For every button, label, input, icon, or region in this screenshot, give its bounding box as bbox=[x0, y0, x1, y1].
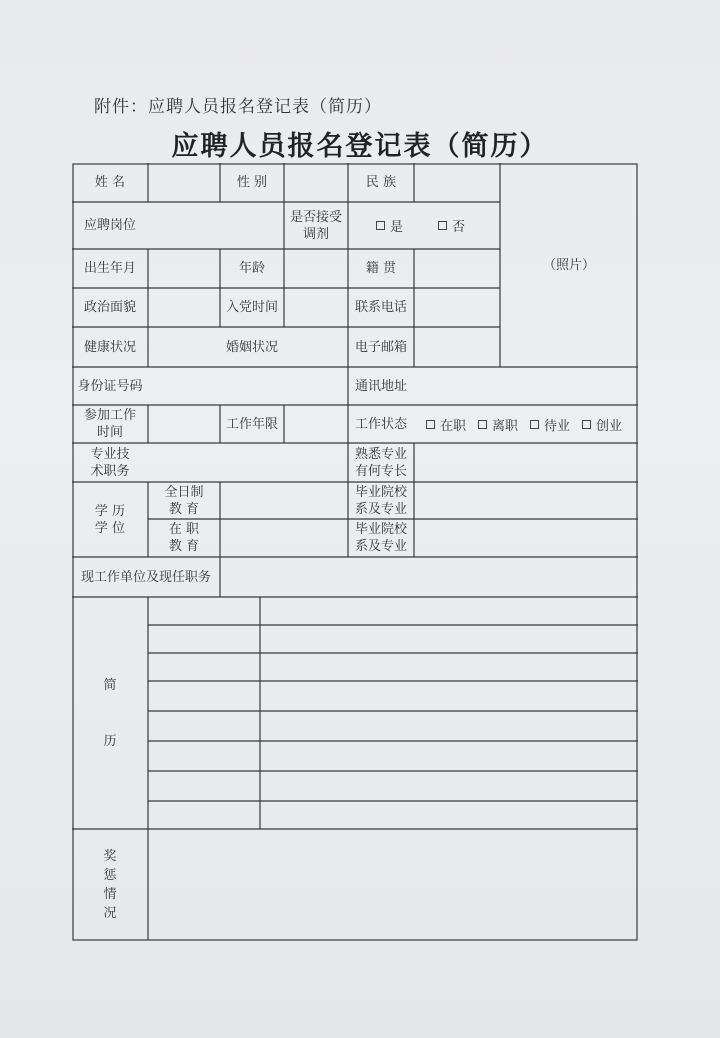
label-phone: 联系电话 bbox=[354, 300, 407, 315]
label-specialty: 熟悉专业 有何专长 bbox=[354, 446, 407, 479]
label-work-start: 参加工作 时间 bbox=[83, 408, 136, 440]
label-email: 电子邮箱 bbox=[354, 339, 407, 355]
label-fulltime: 全日制 教 育 bbox=[164, 484, 204, 517]
label-accept-transfer: 是否接受 调剂 bbox=[289, 209, 342, 242]
option-no[interactable] bbox=[438, 202, 465, 249]
option-waiting[interactable] bbox=[530, 405, 570, 443]
label-education: 学 历 学 位 bbox=[94, 503, 126, 536]
label-marital: 婚姻状况 bbox=[225, 339, 278, 355]
label-position: 应聘岗位 bbox=[83, 218, 136, 233]
option-yes[interactable] bbox=[376, 202, 403, 249]
label-inservice: 在 职 教 育 bbox=[168, 522, 200, 554]
label-address: 通讯地址 bbox=[354, 378, 407, 394]
label-native-place: 籍 贯 bbox=[365, 261, 397, 276]
label-current-job: 现工作单位及现任职务 bbox=[80, 569, 211, 585]
label-birth: 出生年月 bbox=[83, 261, 136, 276]
label-resume-1: 简 bbox=[103, 677, 117, 693]
label-school-2: 毕业院校 系及专业 bbox=[354, 522, 407, 554]
option-startup[interactable] bbox=[582, 405, 622, 443]
label-political: 政治面貌 bbox=[83, 300, 136, 315]
label-name: 姓 名 bbox=[94, 175, 126, 190]
label-school-1: 毕业院校 系及专业 bbox=[354, 484, 407, 517]
checkbox-icon bbox=[376, 221, 385, 230]
label-work-years: 工作年限 bbox=[225, 416, 278, 432]
attachment-label: 附件：应聘人员报名登记表（简历） bbox=[94, 97, 382, 117]
option-startup-label: 创业 bbox=[596, 418, 623, 434]
form-title: 应聘人员报名登记表（简历） bbox=[171, 131, 549, 162]
option-employed[interactable] bbox=[426, 405, 466, 443]
label-ethnicity: 民 族 bbox=[365, 175, 397, 190]
option-waiting-label: 待业 bbox=[544, 418, 571, 434]
option-yes-label: 是 bbox=[390, 220, 404, 235]
photo-placeholder: （照片） bbox=[542, 257, 595, 273]
label-work-status: 工作状态 bbox=[354, 416, 407, 432]
label-awards: 奖 惩 情 况 bbox=[103, 849, 117, 921]
label-id-number: 身份证号码 bbox=[77, 378, 143, 394]
label-health: 健康状况 bbox=[83, 339, 136, 355]
checkbox-icon bbox=[530, 420, 539, 429]
checkbox-icon bbox=[582, 420, 591, 429]
label-professional-title: 专业技 术职务 bbox=[90, 446, 130, 479]
label-party-date: 入党时间 bbox=[225, 300, 278, 315]
option-resigned-label: 离职 bbox=[492, 418, 519, 434]
checkbox-icon bbox=[478, 420, 487, 429]
option-employed-label: 在职 bbox=[440, 418, 467, 434]
label-resume-2: 历 bbox=[103, 733, 117, 749]
checkbox-icon bbox=[438, 221, 447, 230]
option-resigned[interactable] bbox=[478, 405, 518, 443]
option-no-label: 否 bbox=[452, 220, 466, 235]
checkbox-icon bbox=[426, 420, 435, 429]
registration-form bbox=[72, 163, 638, 941]
label-gender: 性 别 bbox=[236, 175, 268, 190]
label-age: 年龄 bbox=[238, 261, 265, 276]
